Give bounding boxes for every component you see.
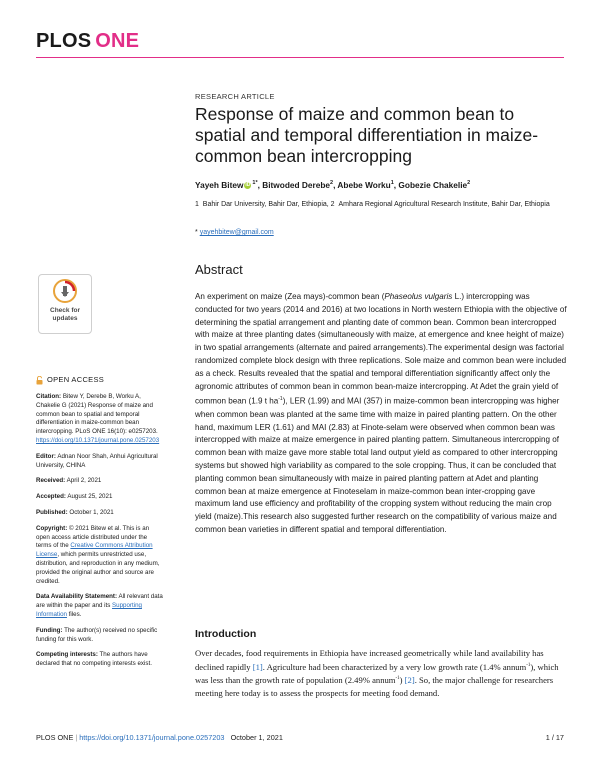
author-affiliation-mark: 1 xyxy=(252,180,256,187)
journal-logo-plos: PLOS xyxy=(36,30,92,52)
data-availability-text-2: files. xyxy=(68,610,82,618)
supporting-information-link[interactable]: Supporting Information xyxy=(36,602,142,618)
funding-label: Funding: xyxy=(36,626,63,634)
abstract-text: An experiment on maize ( xyxy=(195,292,288,301)
editor-block xyxy=(36,453,164,471)
reference-link[interactable]: [2] xyxy=(404,675,415,686)
abstract-text: )-common bean ( xyxy=(322,292,385,301)
species-name-italic: Phaseolus vulgaris xyxy=(384,292,453,301)
footer-date: October 1, 2021 xyxy=(230,733,283,742)
affiliation-number: 1 xyxy=(195,201,199,208)
intro-text: ), which was less than the growth rate of population (2.49% annum xyxy=(195,661,559,686)
author-list: Yayeh Bitew iD $^{1*}$, Bitwoded Derebe$^2$, Abebe Worku$^1$, Gobezie Chakelie$^2$ xyxy=(195,180,471,190)
page-number: 1 / 17 xyxy=(545,733,564,742)
check-for-updates-badge[interactable] xyxy=(38,274,92,334)
corresponding-author-mark: * xyxy=(255,180,258,187)
published-block xyxy=(36,509,164,518)
author-name[interactable]: Bitwoded Derebe xyxy=(262,180,331,190)
abstract-heading: Abstract xyxy=(195,262,243,277)
abstract-body xyxy=(195,291,569,537)
author-name[interactable]: Yayeh Bitew xyxy=(195,180,244,190)
unit-superscript: -1 xyxy=(278,396,283,403)
editor-text: Adnan Noor Shah, Anhui Agricultural University, CHINA xyxy=(36,452,158,469)
license-link[interactable]: Creative Commons Attribution License xyxy=(36,542,153,559)
check-for-updates-icon xyxy=(53,279,77,303)
article-info-sidebar xyxy=(36,376,164,676)
page-footer xyxy=(36,733,564,742)
data-availability-label: Data Availability Statement: xyxy=(36,593,118,601)
funding-text: The author(s) received no specific funding for this work. xyxy=(36,626,158,643)
abstract-text: ), LER (1.99) and MAI (357) in maize-common bean intercropping was higher when common bean was planted at the same time with maize in paired planting pattern. On the other hand, maximum LER (1.61) and MAI (2.83) at Finote-selam were observed when common bean was intercropped with maize at maize emergence in paired planting pattern. Simultaneous intercropping of common bean with maize gave more stable total land output yield as compared to other intercropping systems but showed high variability as compared to the sole cropping. Thus, it can be concluded that planting common bean simultaneously with maize in paired planting pattern at Adet and planting common bean at maize emergence at Finoteselam in maize-common bean inter-cropping gave maximum land use efficiency and profitability of the cropping system without reducing the main crop yield (maize).This research also suggested further research on the compatibility of various maize and common bean varieties in different spatial and temporal differentiation. xyxy=(195,397,560,535)
badge-line-1: Check for xyxy=(50,307,80,314)
received-label: Received: xyxy=(36,477,66,485)
footer-doi-link[interactable]: https://doi.org/10.1371/journal.pone.0257203 xyxy=(79,733,225,742)
header-rule xyxy=(36,57,564,58)
open-lock-icon xyxy=(36,376,43,385)
author-affiliation-mark: 2 xyxy=(330,180,334,187)
accepted-label: Accepted: xyxy=(36,493,66,501)
email-mark: * xyxy=(195,229,198,236)
received-block xyxy=(36,477,164,486)
introduction-body xyxy=(195,647,570,700)
open-access-text: OPEN ACCESS xyxy=(47,375,105,385)
unit-superscript: -1 xyxy=(395,676,400,682)
badge-line-2: updates xyxy=(52,314,78,322)
unit-superscript: -1 xyxy=(526,662,531,668)
article-type: RESEARCH ARTICLE xyxy=(195,92,275,101)
affiliations xyxy=(195,200,555,210)
citation-text: Bitew Y, Derebe B, Worku A, Chakelie G (2021) Response of maize and common bean to spatial and temporal differentiation in maize-common bean intercropping. PLoS ONE 16(10): e0257203. xyxy=(36,393,158,436)
competing-interests-label: Competing interests: xyxy=(36,651,98,659)
affiliation-text: Bahir Dar University, Bahir Dar, Ethiopia, xyxy=(202,201,329,208)
article-title: Response of maize and common bean to spatial and temporal differentiation in maize-common bean intercropping xyxy=(195,104,539,166)
citation-doi-link[interactable]: https://doi.org/10.1371/journal.pone.0257203 xyxy=(36,436,160,444)
author-name[interactable]: Gobezie Chakelie xyxy=(398,180,468,190)
affiliation-number: 2 xyxy=(330,201,335,208)
journal-logo[interactable] xyxy=(36,30,139,53)
open-access-label xyxy=(36,376,164,385)
citation-block xyxy=(36,393,164,446)
published-label: Published: xyxy=(36,508,68,516)
published-date: October 1, 2021 xyxy=(69,508,114,516)
species-name: Zea mays xyxy=(287,292,323,301)
affiliation-text: Amhara Regional Agricultural Research Institute, Bahir Dar, Ethiopia xyxy=(338,201,550,208)
copyright-block xyxy=(36,525,164,587)
competing-interests-block xyxy=(36,651,164,669)
email-link[interactable]: yayehbitew@gmail.com xyxy=(199,229,274,236)
intro-text: ) xyxy=(399,675,405,686)
funding-block xyxy=(36,627,164,645)
footer-separator: | xyxy=(75,733,78,742)
accepted-block xyxy=(36,493,164,502)
intro-text: . So, the major challenge for researchers meeting here today is to assess the prospects for meeting food demand. xyxy=(195,675,554,699)
author-name[interactable]: Abebe Worku xyxy=(337,180,391,190)
reference-link[interactable]: [1] xyxy=(252,661,263,672)
corresponding-email xyxy=(195,229,274,236)
author-affiliation-mark: 1 xyxy=(390,180,394,187)
data-availability-text: All relevant data are within the paper and its xyxy=(36,593,163,610)
editor-label: Editor: xyxy=(36,452,56,460)
copyright-text-2: , which permits unrestricted use, distribution, and reproduction in any medium, provided the original author and source are credited. xyxy=(36,551,160,585)
journal-logo-one: ONE xyxy=(95,30,140,52)
abstract-text: L.) intercropping was conducted for two years (2014 and 2016) at two locations in North western Ethiopia with the objective of determining the spatial arrangement and planting date of common bean. Common bean intercropped with maize at three planting dates (simultaneously with maize, at emergence and knee height of maize) in two spatial arrangements (alternate and paired arrangements).The experimental design was factorial randomized complete block design with three replications. Sole maize and common bean were included as a check. Results revealed that the spatial and temporal differentiation significantly affect only the agronomic attributes of common bean in common bean-maize intercropping. At Adet the grain yield of common bean (1.9 t ha xyxy=(195,292,567,407)
copyright-text: © 2021 Bitew et al. This is an open access article distributed under the terms of the xyxy=(36,524,150,550)
accepted-date: August 25, 2021 xyxy=(67,493,113,501)
introduction-heading: Introduction xyxy=(195,628,257,640)
intro-text: Over decades, food requirements in Ethiopia have increased geometrically while land availability has declined rapidly xyxy=(195,648,544,672)
intro-text: . Agriculture had been characterized by a very low growth rate (1.4% annum xyxy=(262,661,527,672)
received-date: April 2, 2021 xyxy=(66,477,102,485)
author-affiliation-mark: 2 xyxy=(467,180,471,187)
footer-journal: PLOS ONE xyxy=(36,733,74,742)
check-for-updates-label xyxy=(39,307,91,322)
copyright-label: Copyright: xyxy=(36,524,68,532)
competing-interests-text: The authors have declared that no competing interests exist. xyxy=(36,651,152,668)
citation-label: Citation: xyxy=(36,393,62,400)
data-availability-block xyxy=(36,593,164,619)
orcid-icon[interactable]: iD xyxy=(245,182,251,189)
